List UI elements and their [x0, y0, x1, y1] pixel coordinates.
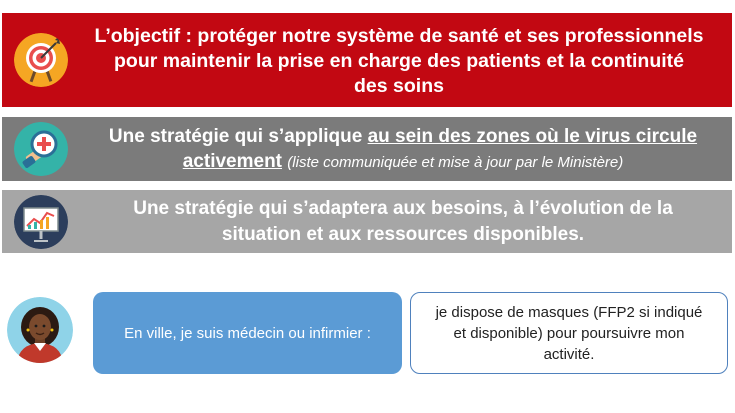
target-icon: [14, 33, 68, 87]
magnifier-medical-icon: [14, 122, 68, 176]
strategy-zones-banner: [2, 117, 732, 181]
objective-text: L’objectif : protéger notre système de santé et ses professionnels pour maintenir la prise en charge des patients et la continuité des soins: [94, 25, 704, 97]
presentation-chart-icon: [14, 195, 68, 249]
strategy-zones-text: Une stratégie qui s’applique au sein des zones où le virus circule activement (liste communiquée et mise à jour par le Ministère): [108, 126, 698, 172]
objective-banner: [2, 13, 732, 107]
strategy-adapt-banner: [2, 190, 732, 253]
role-box: [93, 292, 402, 374]
woman-avatar-icon: [7, 297, 73, 363]
role-text: En ville, je suis médecin ou infirmier :: [124, 324, 371, 342]
strategy-adapt-text: Une stratégie qui s’adaptera aux besoins, à l’évolution de la situation et aux ressources disponibles.: [133, 198, 673, 245]
action-box: [410, 292, 728, 374]
action-text: je dispose de masques (FFP2 si indiqué et disponible) pour poursuivre mon activité.: [435, 303, 703, 363]
